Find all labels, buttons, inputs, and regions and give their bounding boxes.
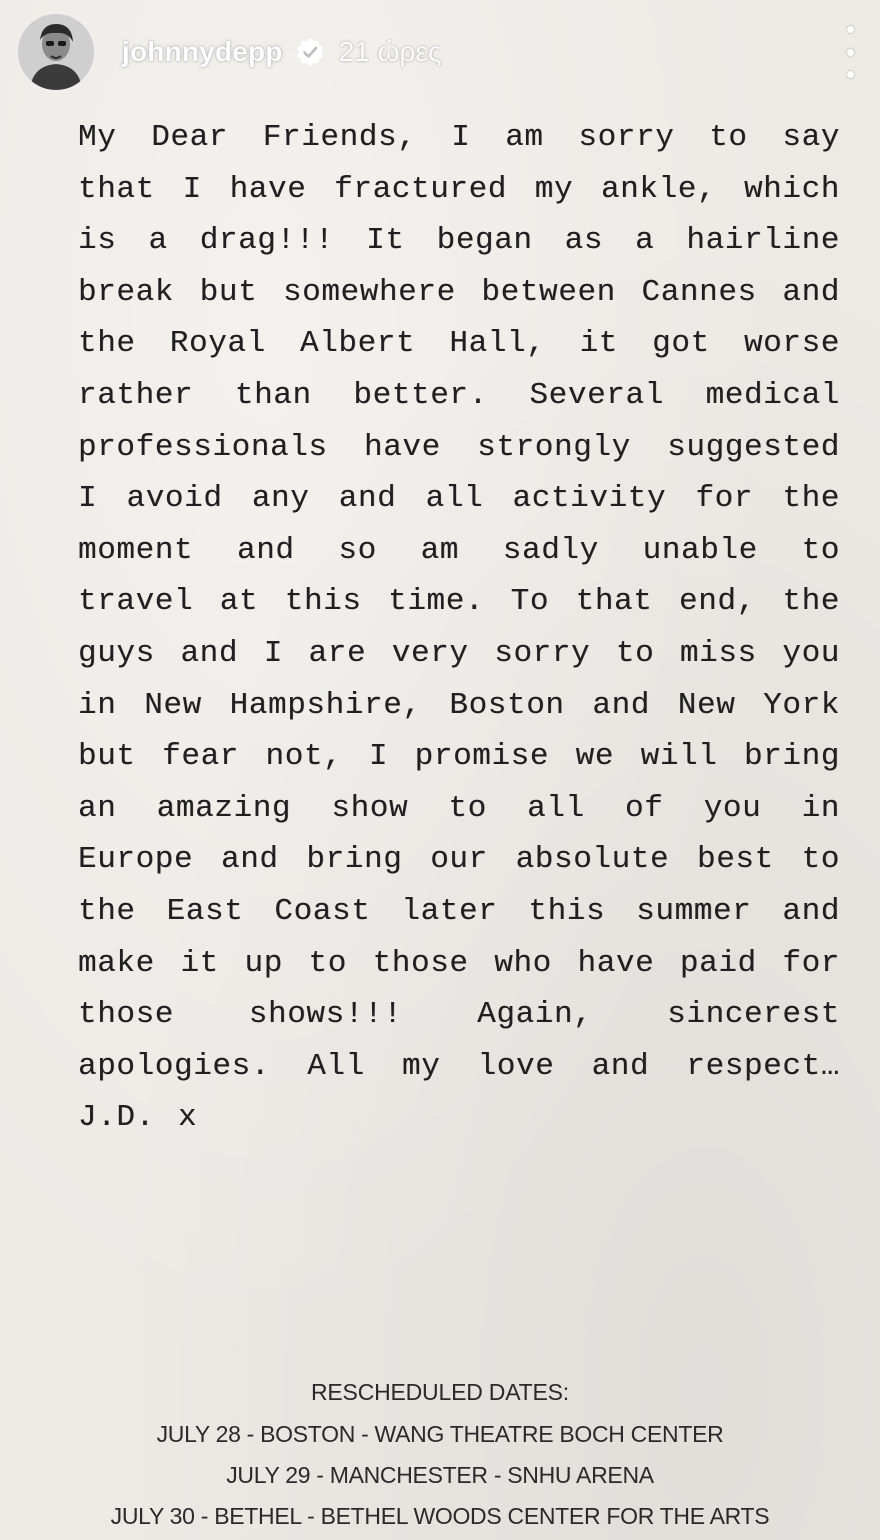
date-line-manchester: JULY 29 - MANCHESTER - SNHU ARENA [226, 1462, 654, 1488]
date-line-bethel: JULY 30 - BETHEL - BETHEL WOODS CENTER FOR THE ARTS [110, 1503, 770, 1529]
letter-text: My Dear Friends, I am sorry to say that I have fractured my ankle, which is a drag!!! It began as a hairline break but somewhere between Cannes and the Royal Albert Hall, it got worse rather than better. Several medical professionals have strongly suggested I avoid any and all activity for the moment and so am sadly unable to travel at this time. To that end, the guys and I are very sorry to miss you in New Hampshire, Boston and New York but fear not, I promise we will bring an amazing show to all of you in Europe and bring our absolute best to the East Coast later this summer and make it up to those who have paid for those shows!!! Again, sincerest apologies. All my love and respect… J.D. x [78, 120, 840, 1136]
story-header [18, 14, 862, 90]
rescheduled-dates-title: RESCHEDULED DATES: [311, 1379, 569, 1405]
verified-badge-icon [295, 37, 325, 67]
story-timestamp: 21 ώρες [338, 36, 442, 67]
avatar[interactable] [18, 14, 94, 90]
avatar-photo-icon [18, 14, 94, 90]
username[interactable]: johnnydepp [122, 36, 283, 67]
more-options-icon[interactable] [838, 26, 862, 78]
rescheduled-dates [0, 1374, 880, 1537]
date-line-boston: JULY 28 - BOSTON - WANG THEATRE BOCH CENTER [156, 1421, 724, 1447]
